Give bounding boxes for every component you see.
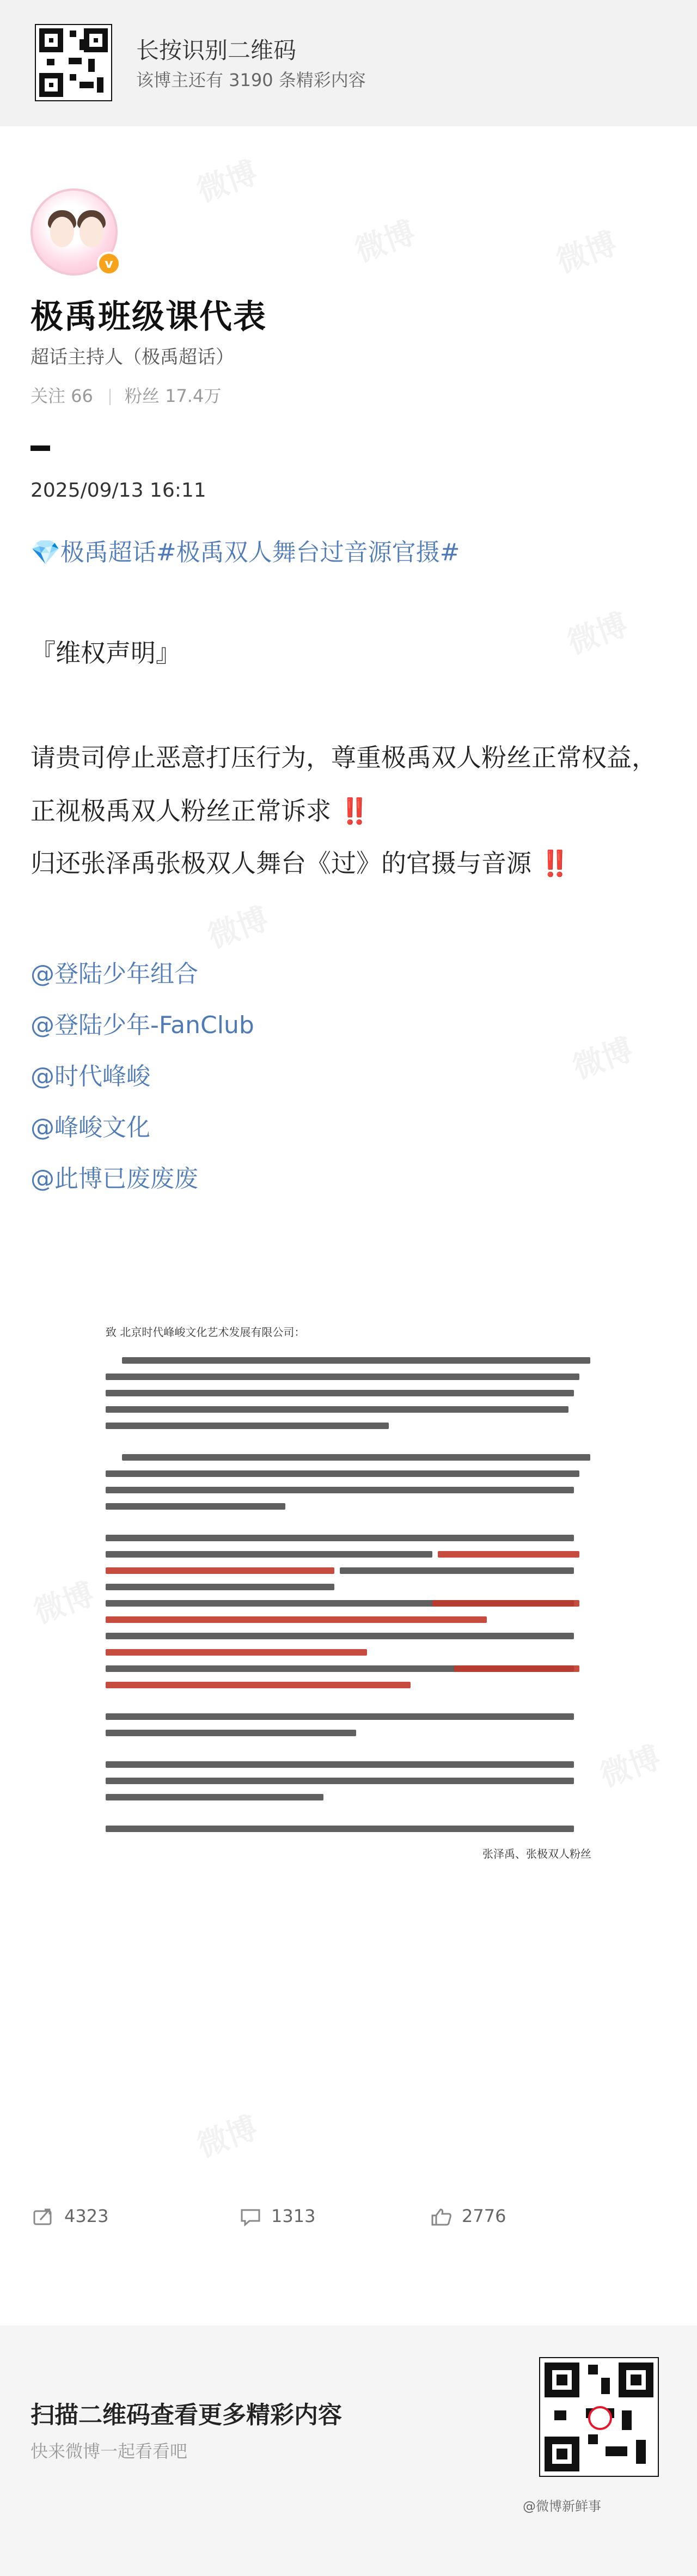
- followers-count[interactable]: 粉丝 17.4万: [124, 386, 222, 406]
- comment-count: 1313: [271, 2206, 316, 2226]
- alert-icon: ‼️: [539, 849, 571, 878]
- thumbs-up-icon: [430, 2208, 452, 2226]
- statement-line-2: [30, 795, 370, 828]
- statement-line: 正视极禹双人粉丝正常诉求: [30, 796, 331, 826]
- following-count[interactable]: 关注 66: [30, 386, 93, 406]
- repost-count: 4323: [64, 2206, 109, 2226]
- profile-role: 超话主持人（极禹超话）: [30, 346, 234, 368]
- watermark: 微博: [595, 1739, 665, 1794]
- statement-line: 归还张泽禹张极双人舞台《过》的官摄与音源: [30, 849, 531, 878]
- footer-subtitle: 快来微博一起看看吧: [30, 2441, 188, 2462]
- statement-line-3: [30, 847, 571, 880]
- document-salutation: 致 北京时代峰峻文化艺术发展有限公司：: [106, 1326, 305, 1339]
- statement-heading: 『维权声明』: [30, 638, 181, 668]
- watermark: 微博: [552, 225, 622, 280]
- statement-line: 请贵司停止恶意打压行为，尊重极禹双人粉丝正常权益，: [30, 743, 657, 772]
- footer: [0, 2325, 697, 2576]
- verified-badge-icon: v: [97, 252, 121, 276]
- post-actions: [0, 2189, 697, 2244]
- banner-subtitle: 该博主还有 3190 条精彩内容: [136, 70, 366, 90]
- mention-link[interactable]: @峰峻文化: [30, 1114, 150, 1142]
- profile-name[interactable]: 极禹班级课代表: [30, 298, 267, 336]
- divider: [109, 389, 111, 405]
- watermark: 微博: [563, 607, 633, 661]
- repost-button[interactable]: [33, 2206, 108, 2226]
- avatar-figure: [50, 217, 74, 247]
- mention-link[interactable]: @登陆少年组合: [30, 960, 198, 988]
- document-signature: 张泽禹、张极双人粉丝: [482, 1847, 591, 1860]
- banner-title: 长按识别二维码: [136, 37, 297, 64]
- comment-icon: [240, 2208, 261, 2226]
- post-date: 2025/09/13 16:11: [30, 479, 206, 502]
- watermark: 微博: [192, 2110, 262, 2164]
- watermark: 微博: [203, 901, 273, 955]
- qr-code-icon[interactable]: [35, 24, 112, 101]
- repost-icon: [33, 2208, 54, 2226]
- qr-code-icon[interactable]: [539, 2357, 659, 2477]
- watermark: 微博: [350, 215, 420, 269]
- qr-banner: [0, 0, 697, 126]
- mention-link[interactable]: @时代峰峻: [30, 1063, 150, 1090]
- profile-stats: [30, 382, 237, 407]
- like-button[interactable]: [430, 2206, 506, 2226]
- footer-title: 扫描二维码查看更多精彩内容: [30, 2401, 342, 2429]
- brand-watermark: @微博新鲜事: [523, 2499, 601, 2514]
- watermark: 微博: [192, 155, 262, 209]
- comment-button[interactable]: [240, 2206, 315, 2226]
- statement-document-image[interactable]: [106, 1323, 591, 1933]
- mention-link[interactable]: @此博已废废废: [30, 1165, 198, 1193]
- like-count: 2776: [462, 2206, 506, 2226]
- alert-icon: ‼️: [339, 796, 370, 826]
- avatar-figure: [80, 217, 103, 247]
- divider: [30, 445, 50, 451]
- mention-link[interactable]: @登陆少年-FanClub: [30, 1011, 254, 1039]
- watermark: 微博: [568, 1031, 638, 1086]
- topic-link[interactable]: 💎极禹超话#极禹双人舞台过音源官摄#: [30, 539, 460, 566]
- weibo-logo-icon: [588, 2406, 612, 2430]
- watermark: 微博: [29, 1576, 99, 1631]
